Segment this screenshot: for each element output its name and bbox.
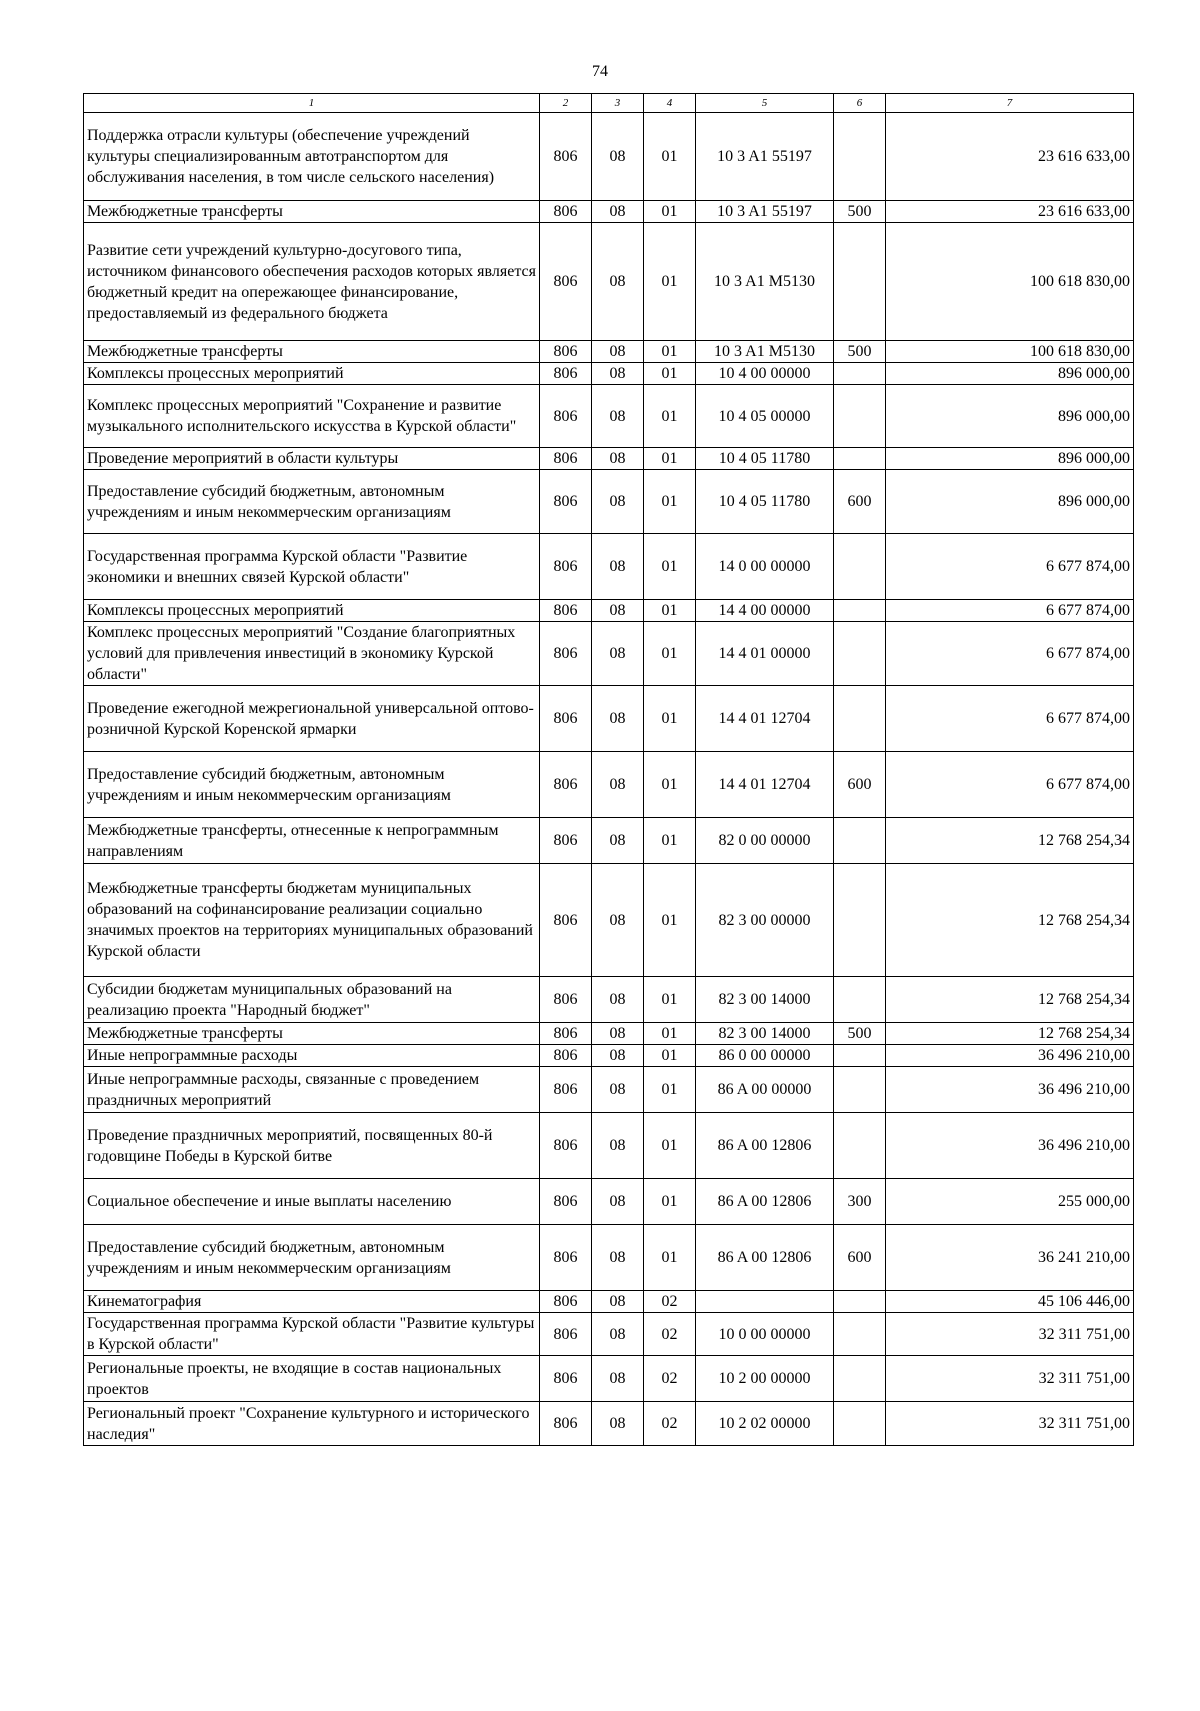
expense-type-cell: [834, 534, 886, 600]
section-code-cell: 08: [592, 1045, 644, 1067]
row-label-cell: Комплекс процессных мероприятий "Создание благоприятных условий для привлечения инвестиций в экономику Курской области": [84, 622, 540, 686]
row-label-cell: Комплекс процессных мероприятий "Сохранение и развитие музыкального исполнительского искусства в Курской области": [84, 385, 540, 448]
expense-type-cell: [834, 1291, 886, 1313]
expense-type-cell: [834, 1067, 886, 1113]
table-row: [84, 534, 1134, 600]
table-row: [84, 1023, 1134, 1045]
section-code-cell: 08: [592, 1067, 644, 1113]
section-code-cell: 08: [592, 385, 644, 448]
subsection-code-cell: 01: [644, 1113, 696, 1179]
subsection-code-cell: 01: [644, 534, 696, 600]
expense-type-cell: [834, 385, 886, 448]
target-article-cell: 10 3 A1 M5130: [696, 341, 834, 363]
subsection-code-cell: 02: [644, 1313, 696, 1356]
page-number: 74: [592, 63, 608, 80]
subsection-code-cell: 01: [644, 1067, 696, 1113]
ministry-code-cell: 806: [540, 534, 592, 600]
header-row: [84, 94, 1134, 113]
expense-type-cell: [834, 864, 886, 977]
amount-cell: 896 000,00: [886, 363, 1134, 385]
amount-cell: 32 311 751,00: [886, 1356, 1134, 1402]
target-article-cell: 10 3 A1 55197: [696, 113, 834, 201]
row-label-cell: Предоставление субсидий бюджетным, автономным учреждениям и иным некоммерческим организациям: [84, 752, 540, 818]
table-row: [84, 600, 1134, 622]
ministry-code-cell: 806: [540, 1313, 592, 1356]
table-row: [84, 752, 1134, 818]
target-article-cell: 82 3 00 14000: [696, 977, 834, 1023]
target-article-cell: 86 A 00 12806: [696, 1225, 834, 1291]
ministry-code-cell: 806: [540, 1113, 592, 1179]
target-article-cell: 14 4 01 12704: [696, 752, 834, 818]
amount-cell: 12 768 254,34: [886, 1023, 1134, 1045]
table-row: [84, 1113, 1134, 1179]
section-code-cell: 08: [592, 818, 644, 864]
expense-type-cell: [834, 818, 886, 864]
table-row: [84, 223, 1134, 341]
target-article-cell: 10 4 05 00000: [696, 385, 834, 448]
table-row: [84, 977, 1134, 1023]
section-code-cell: 08: [592, 1402, 644, 1446]
ministry-code-cell: 806: [540, 341, 592, 363]
section-code-cell: 08: [592, 686, 644, 752]
ministry-code-cell: 806: [540, 201, 592, 223]
amount-cell: 23 616 633,00: [886, 201, 1134, 223]
row-label-cell: Иные непрограммные расходы, связанные с проведением праздничных мероприятий: [84, 1067, 540, 1113]
target-article-cell: 10 3 A1 55197: [696, 201, 834, 223]
table-row: [84, 1045, 1134, 1067]
table-row: [84, 1179, 1134, 1225]
row-label-cell: Иные непрограммные расходы: [84, 1045, 540, 1067]
section-code-cell: 08: [592, 1023, 644, 1045]
table-row: [84, 818, 1134, 864]
subsection-code-cell: 02: [644, 1356, 696, 1402]
column-header-6: 6: [834, 94, 886, 113]
table-row: [84, 686, 1134, 752]
table-row: [84, 1291, 1134, 1313]
amount-cell: 32 311 751,00: [886, 1313, 1134, 1356]
expense-type-cell: [834, 977, 886, 1023]
row-label-cell: Региональные проекты, не входящие в состав национальных проектов: [84, 1356, 540, 1402]
amount-cell: 36 496 210,00: [886, 1045, 1134, 1067]
row-label-cell: Региональный проект "Сохранение культурного и исторического наследия": [84, 1402, 540, 1446]
amount-cell: 6 677 874,00: [886, 534, 1134, 600]
ministry-code-cell: 806: [540, 1291, 592, 1313]
ministry-code-cell: 806: [540, 1356, 592, 1402]
table-row: [84, 1225, 1134, 1291]
row-label-cell: Комплексы процессных мероприятий: [84, 363, 540, 385]
expense-type-cell: [834, 686, 886, 752]
amount-cell: 23 616 633,00: [886, 113, 1134, 201]
section-code-cell: 08: [592, 1179, 644, 1225]
table-row: [84, 1313, 1134, 1356]
amount-cell: 100 618 830,00: [886, 223, 1134, 341]
row-label-cell: Социальное обеспечение и иные выплаты населению: [84, 1179, 540, 1225]
table-row: [84, 113, 1134, 201]
row-label-cell: Проведение праздничных мероприятий, посвященных 80-й годовщине Победы в Курской битве: [84, 1113, 540, 1179]
table-row: [84, 470, 1134, 534]
row-label-cell: Поддержка отрасли культуры (обеспечение учреждений культуры специализированным автотранспортом для обслуживания населения, в том числе сельского населения): [84, 113, 540, 201]
ministry-code-cell: 806: [540, 470, 592, 534]
expense-type-cell: [834, 448, 886, 470]
section-code-cell: 08: [592, 1356, 644, 1402]
amount-cell: 896 000,00: [886, 448, 1134, 470]
table-row: [84, 1402, 1134, 1446]
column-header-5: 5: [696, 94, 834, 113]
target-article-cell: 86 A 00 12806: [696, 1113, 834, 1179]
subsection-code-cell: 02: [644, 1402, 696, 1446]
expense-type-cell: [834, 363, 886, 385]
amount-cell: 6 677 874,00: [886, 622, 1134, 686]
section-code-cell: 08: [592, 1113, 644, 1179]
subsection-code-cell: 01: [644, 600, 696, 622]
amount-cell: 896 000,00: [886, 385, 1134, 448]
row-label-cell: Межбюджетные трансферты: [84, 201, 540, 223]
amount-cell: 6 677 874,00: [886, 686, 1134, 752]
row-label-cell: Кинематография: [84, 1291, 540, 1313]
section-code-cell: 08: [592, 1313, 644, 1356]
section-code-cell: 08: [592, 1225, 644, 1291]
subsection-code-cell: 01: [644, 1225, 696, 1291]
target-article-cell: 10 4 05 11780: [696, 448, 834, 470]
target-article-cell: 14 4 01 00000: [696, 622, 834, 686]
subsection-code-cell: 02: [644, 1291, 696, 1313]
subsection-code-cell: 01: [644, 223, 696, 341]
expense-type-cell: 300: [834, 1179, 886, 1225]
table-row: [84, 864, 1134, 977]
ministry-code-cell: 806: [540, 600, 592, 622]
table-row: [84, 622, 1134, 686]
row-label-cell: Межбюджетные трансферты бюджетам муниципальных образований на софинансирование реализации социально значимых проектов на территориях муниципальных образований Курской области: [84, 864, 540, 977]
subsection-code-cell: 01: [644, 201, 696, 223]
subsection-code-cell: 01: [644, 448, 696, 470]
expense-type-cell: 500: [834, 341, 886, 363]
section-code-cell: 08: [592, 752, 644, 818]
expense-type-cell: [834, 113, 886, 201]
section-code-cell: 08: [592, 223, 644, 341]
section-code-cell: 08: [592, 864, 644, 977]
amount-cell: 45 106 446,00: [886, 1291, 1134, 1313]
subsection-code-cell: 01: [644, 341, 696, 363]
section-code-cell: 08: [592, 113, 644, 201]
expense-type-cell: 500: [834, 1023, 886, 1045]
amount-cell: 32 311 751,00: [886, 1402, 1134, 1446]
target-article-cell: 10 0 00 00000: [696, 1313, 834, 1356]
ministry-code-cell: 806: [540, 448, 592, 470]
target-article-cell: 86 0 00 00000: [696, 1045, 834, 1067]
amount-cell: 255 000,00: [886, 1179, 1134, 1225]
target-article-cell: [696, 1291, 834, 1313]
row-label-cell: Государственная программа Курской области "Развитие культуры в Курской области": [84, 1313, 540, 1356]
row-label-cell: Предоставление субсидий бюджетным, автономным учреждениям и иным некоммерческим организациям: [84, 470, 540, 534]
target-article-cell: 14 4 00 00000: [696, 600, 834, 622]
ministry-code-cell: 806: [540, 223, 592, 341]
section-code-cell: 08: [592, 1291, 644, 1313]
ministry-code-cell: 806: [540, 622, 592, 686]
expense-type-cell: 600: [834, 470, 886, 534]
ministry-code-cell: 806: [540, 363, 592, 385]
amount-cell: 896 000,00: [886, 470, 1134, 534]
row-label-cell: Межбюджетные трансферты: [84, 341, 540, 363]
subsection-code-cell: 01: [644, 818, 696, 864]
subsection-code-cell: 01: [644, 470, 696, 534]
subsection-code-cell: 01: [644, 113, 696, 201]
expense-type-cell: [834, 1313, 886, 1356]
amount-cell: 12 768 254,34: [886, 864, 1134, 977]
table-row: [84, 341, 1134, 363]
amount-cell: 6 677 874,00: [886, 752, 1134, 818]
ministry-code-cell: 806: [540, 752, 592, 818]
section-code-cell: 08: [592, 534, 644, 600]
section-code-cell: 08: [592, 448, 644, 470]
target-article-cell: 10 4 00 00000: [696, 363, 834, 385]
expense-type-cell: [834, 1356, 886, 1402]
target-article-cell: 86 A 00 00000: [696, 1067, 834, 1113]
subsection-code-cell: 01: [644, 686, 696, 752]
target-article-cell: 10 4 05 11780: [696, 470, 834, 534]
target-article-cell: 14 0 00 00000: [696, 534, 834, 600]
ministry-code-cell: 806: [540, 113, 592, 201]
target-article-cell: 82 0 00 00000: [696, 818, 834, 864]
expense-type-cell: [834, 1402, 886, 1446]
amount-cell: 36 496 210,00: [886, 1067, 1134, 1113]
row-label-cell: Проведение мероприятий в области культуры: [84, 448, 540, 470]
section-code-cell: 08: [592, 470, 644, 534]
table-row: [84, 448, 1134, 470]
column-header-7: 7: [886, 94, 1134, 113]
ministry-code-cell: 806: [540, 686, 592, 752]
section-code-cell: 08: [592, 363, 644, 385]
target-article-cell: 82 3 00 00000: [696, 864, 834, 977]
table-row: [84, 201, 1134, 223]
section-code-cell: 08: [592, 622, 644, 686]
subsection-code-cell: 01: [644, 752, 696, 818]
ministry-code-cell: 806: [540, 1023, 592, 1045]
expense-type-cell: [834, 1113, 886, 1179]
ministry-code-cell: 806: [540, 1045, 592, 1067]
amount-cell: 6 677 874,00: [886, 600, 1134, 622]
ministry-code-cell: 806: [540, 1067, 592, 1113]
target-article-cell: 82 3 00 14000: [696, 1023, 834, 1045]
row-label-cell: Развитие сети учреждений культурно-досугового типа, источником финансового обеспечения расходов которых является бюджетный кредит на опережающее финансирование, предоставляемый из федерального бюджета: [84, 223, 540, 341]
ministry-code-cell: 806: [540, 977, 592, 1023]
expense-type-cell: [834, 223, 886, 341]
section-code-cell: 08: [592, 341, 644, 363]
subsection-code-cell: 01: [644, 385, 696, 448]
table-row: [84, 1356, 1134, 1402]
expense-type-cell: 600: [834, 1225, 886, 1291]
subsection-code-cell: 01: [644, 1045, 696, 1067]
subsection-code-cell: 01: [644, 363, 696, 385]
column-header-2: 2: [540, 94, 592, 113]
column-header-1: 1: [84, 94, 540, 113]
expense-type-cell: 500: [834, 201, 886, 223]
target-article-cell: 10 3 A1 M5130: [696, 223, 834, 341]
target-article-cell: 10 2 02 00000: [696, 1402, 834, 1446]
section-code-cell: 08: [592, 600, 644, 622]
ministry-code-cell: 806: [540, 1402, 592, 1446]
row-label-cell: Предоставление субсидий бюджетным, автономным учреждениям и иным некоммерческим организациям: [84, 1225, 540, 1291]
ministry-code-cell: 806: [540, 818, 592, 864]
expense-type-cell: [834, 622, 886, 686]
amount-cell: 12 768 254,34: [886, 818, 1134, 864]
ministry-code-cell: 806: [540, 385, 592, 448]
expense-type-cell: [834, 600, 886, 622]
amount-cell: 36 241 210,00: [886, 1225, 1134, 1291]
column-header-4: 4: [644, 94, 696, 113]
subsection-code-cell: 01: [644, 622, 696, 686]
budget-table: [83, 93, 1134, 1446]
subsection-code-cell: 01: [644, 864, 696, 977]
amount-cell: 12 768 254,34: [886, 977, 1134, 1023]
subsection-code-cell: 01: [644, 977, 696, 1023]
row-label-cell: Комплексы процессных мероприятий: [84, 600, 540, 622]
table-row: [84, 1067, 1134, 1113]
expense-type-cell: [834, 1045, 886, 1067]
table-row: [84, 385, 1134, 448]
target-article-cell: 10 2 00 00000: [696, 1356, 834, 1402]
row-label-cell: Межбюджетные трансферты, отнесенные к непрограммным направлениям: [84, 818, 540, 864]
target-article-cell: 86 A 00 12806: [696, 1179, 834, 1225]
ministry-code-cell: 806: [540, 864, 592, 977]
column-header-3: 3: [592, 94, 644, 113]
expense-type-cell: 600: [834, 752, 886, 818]
row-label-cell: Субсидии бюджетам муниципальных образований на реализацию проекта "Народный бюджет": [84, 977, 540, 1023]
row-label-cell: Проведение ежегодной межрегиональной универсальной оптово-розничной Курской Коренской ярмарки: [84, 686, 540, 752]
ministry-code-cell: 806: [540, 1225, 592, 1291]
subsection-code-cell: 01: [644, 1179, 696, 1225]
subsection-code-cell: 01: [644, 1023, 696, 1045]
table-row: [84, 363, 1134, 385]
ministry-code-cell: 806: [540, 1179, 592, 1225]
amount-cell: 36 496 210,00: [886, 1113, 1134, 1179]
section-code-cell: 08: [592, 977, 644, 1023]
row-label-cell: Межбюджетные трансферты: [84, 1023, 540, 1045]
row-label-cell: Государственная программа Курской области "Развитие экономики и внешних связей Курской области": [84, 534, 540, 600]
amount-cell: 100 618 830,00: [886, 341, 1134, 363]
section-code-cell: 08: [592, 201, 644, 223]
target-article-cell: 14 4 01 12704: [696, 686, 834, 752]
